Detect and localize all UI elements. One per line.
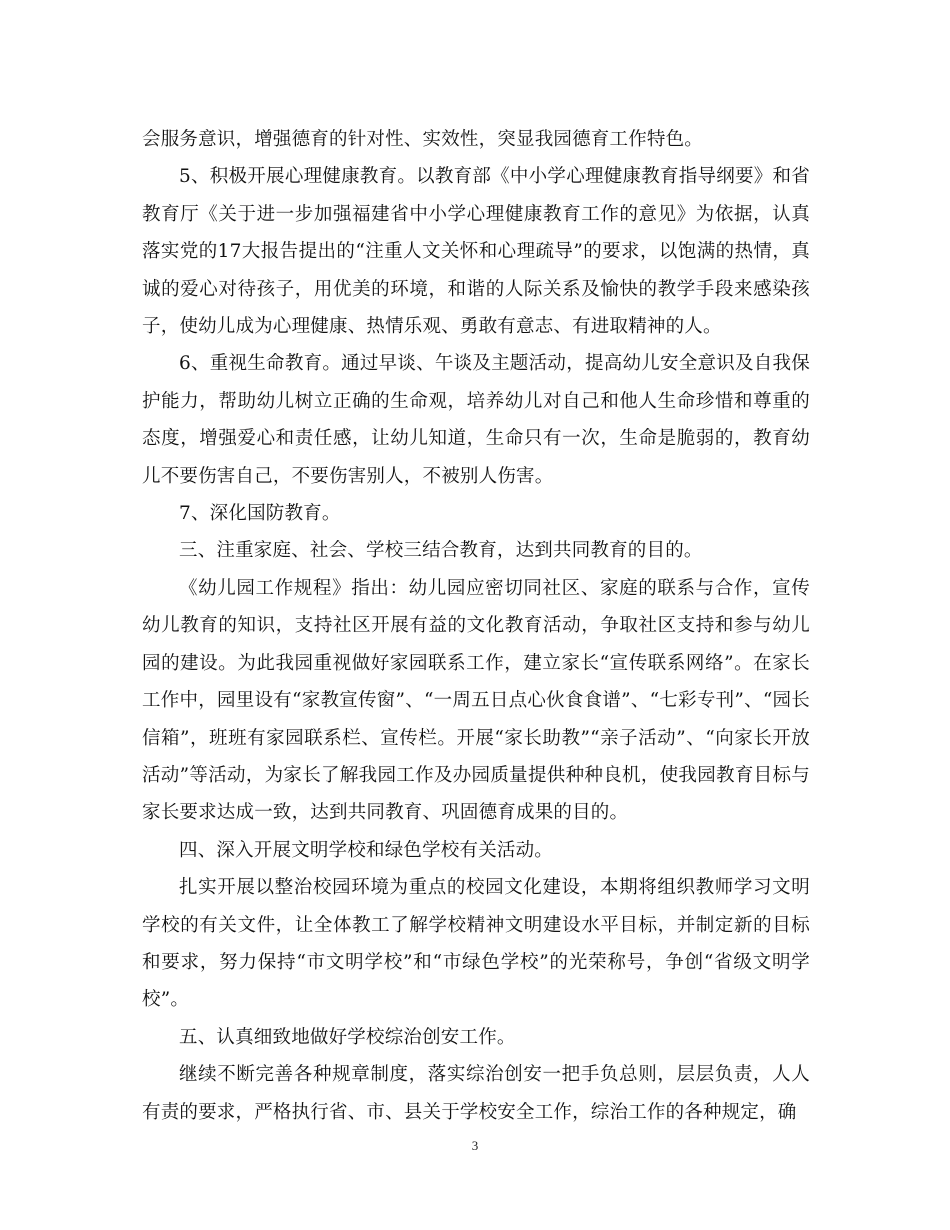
paragraph-life-education: 6、重视生命教育。通过早谈、午谈及主题活动，提高幼儿安全意识及自我保护能力，帮助幼儿树立正确的生命观，培养幼儿对自己和他人生命珍惜和尊重的态度，增强爱心和责任感，让幼儿知道，生命只有一次，生命是脆弱的，教育幼儿不要伤害自己，不要伤害别人，不被别人伤害。 [142,353,810,487]
page-number: 3 [471,1138,479,1153]
paragraph-civilized-school: 扎实开展以整治校园环境为重点的校园文化建设，本期将组织教师学习文明学校的有关文件，让全体教工了解学校精神文明建设水平目标，并制定新的目标和要求，努力保持“市文明学校”和“市绿色学校”的光荣称号，争创“省级文明学校”。 [142,877,810,1011]
paragraph-continuation: 会服务意识，增强德育的针对性、实效性，突显我园德育工作特色。 [142,129,704,150]
section-heading-three: 三、注重家庭、社会、学校三结合教育，达到共同教育的目的。 [179,540,703,562]
section-heading-four: 四、深入开展文明学校和绿色学校有关活动。 [179,839,554,861]
paragraph-national-defense: 7、深化国防教育。 [179,503,341,525]
paragraph-safety-work: 继续不断完善各种规章制度，落实综治创安一把手负总则，层层负责，人人有责的要求，严格执行省、市、县关于学校安全工作，综治工作的各种规定，确 [142,1064,810,1123]
document-body [142,121,810,1131]
paragraph-mental-health: 5、积极开展心理健康教育。以教育部《中小学心理健康教育指导纲要》和省教育厅《关于进一步加强福建省中小学心理健康教育工作的意见》为依据，认真落实党的17大报告提出的“注重人文关怀和心理疏导”的要求，以饱满的热情，真诚的爱心对待孩子，用优美的环境，和谐的人际关系及愉快的教学手段来感染孩子，使幼儿成为心理健康、热情乐观、勇敢有意志、有进取精神的人。 [142,166,810,338]
paragraph-kindergarten-rules: 《幼儿园工作规程》指出：幼儿园应密切同社区、家庭的联系与合作，宣传幼儿教育的知识，支持社区开展有益的文化教育活动，争取社区支持和参与幼儿园的建设。为此我园重视做好家园联系工作，建立家长“宣传联系网络”。在家长工作中，园里设有“家教宣传窗”、“一周五日点心伙食食谱”、“七彩专刊”、“园长信箱”，班班有家园联系栏、宣传栏。开展“家长助教”“亲子活动”、“向家长开放活动”等活动，为家长了解我园工作及办园质量提供种种良机，使我园教育目标与家长要求达成一致，达到共同教育、巩固德育成果的目的。 [142,577,810,824]
section-heading-five: 五、认真细致地做好学校综治创安工作。 [179,1026,516,1048]
